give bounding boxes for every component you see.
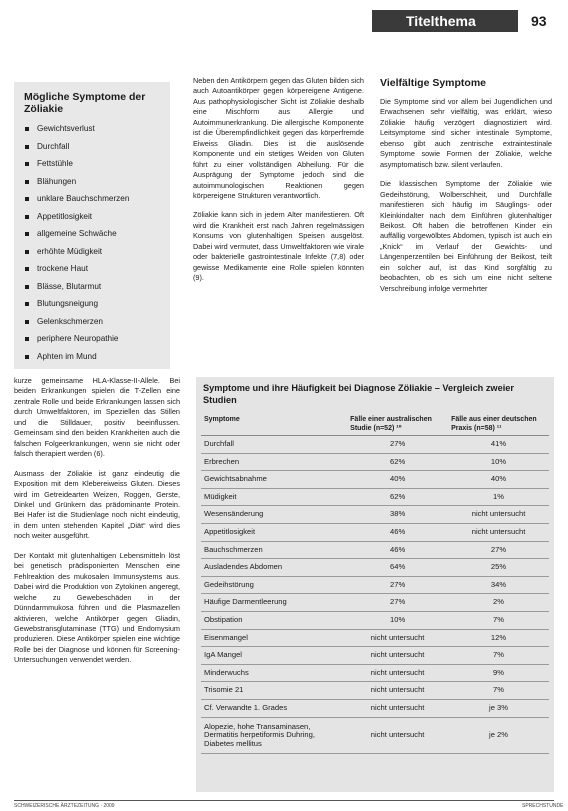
table-title: Symptome und ihre Häufigkeit bei Diagnose Zöliakie – Vergleich zweier Studien — [203, 383, 514, 405]
value-cell: 27% — [448, 541, 549, 559]
paragraph: kurze gemeinsame HLA-Klasse-II-Allele. Bei beiden Erkrankungen spielen die T-Zellen eine zentrale Rolle und beide Erkrankungen lassen sich durch Umweltfaktoren, im Speziellen das Stillen und die Stilldauer, positiv beeinflussen. Gemeinsam sind den beiden Krankheiten auch die falschen Folgeerkrankungen, wenn sie nicht oder falsch therapiert werden (6). — [14, 376, 180, 459]
table-row — [201, 523, 549, 541]
list-item: Fettstühle — [24, 155, 162, 173]
value-cell: 40% — [347, 471, 448, 489]
list-item: erhöhte Müdigkeit — [24, 243, 162, 261]
section-header — [372, 10, 518, 32]
value-cell: nicht untersucht — [448, 523, 549, 541]
value-cell: 40% — [448, 471, 549, 489]
symptom-cell: Trisomie 21 — [201, 682, 347, 700]
symptom-cell: Gewichtsabnahme — [201, 471, 347, 489]
sidebar-title: Mögliche Symptome der Zöliakie — [24, 91, 146, 115]
symptom-cell: Minderwuchs — [201, 664, 347, 682]
value-cell: 7% — [448, 647, 549, 665]
list-item: allgemeine Schwäche — [24, 225, 162, 243]
value-cell: 7% — [448, 682, 549, 700]
value-cell: nicht untersucht — [347, 699, 448, 717]
list-item: unklare Bauchschmerzen — [24, 190, 162, 208]
value-cell: 12% — [448, 629, 549, 647]
list-item: periphere Neuropathie — [24, 330, 162, 348]
symptom-list — [24, 120, 162, 365]
table-row — [201, 541, 549, 559]
value-cell: je 2% — [448, 717, 549, 754]
table-row — [201, 717, 549, 754]
footer-section: SPRECHSTUNDE — [522, 803, 564, 809]
value-cell: 34% — [448, 576, 549, 594]
symptom-cell: Müdigkeit — [201, 488, 347, 506]
list-item: Durchfall — [24, 138, 162, 156]
list-item: Blässe, Blutarmut — [24, 278, 162, 296]
table-row — [201, 611, 549, 629]
value-cell: 2% — [448, 594, 549, 612]
table-row — [201, 647, 549, 665]
paragraph: Die klassischen Symptome der Zöliakie wie Gedeihstörung, Wolberschheit, und Durchfälle manifestieren sich häufig im Säuglings- oder Kleinkindalter nach dem Einführen glutenhaltiger Beikost. Oft haben die betroffenen Kinder ein auffällig vorgewölbtes Abdomen, typisch ist auch ein „Knick“ im Verlauf der Gewichts- und Längenperzentilen bei Einführung der Beikost, teilt ein solcher auf, ist das Kind sorgfältig zu beobachten, ob es sich um eine nicht seltene Verschreibung infolge vermehrter — [380, 179, 552, 293]
value-cell: 27% — [347, 594, 448, 612]
symptom-cell: Eisenmangel — [201, 629, 347, 647]
value-cell: 7% — [448, 611, 549, 629]
list-item: Aphten im Mund — [24, 348, 162, 366]
list-item: Gewichtsverlust — [24, 120, 162, 138]
footer-divider — [14, 800, 554, 801]
value-cell: 10% — [448, 453, 549, 471]
value-cell: nicht untersucht — [347, 664, 448, 682]
symptom-cell: Wesensänderung — [201, 506, 347, 524]
value-cell: nicht untersucht — [347, 717, 448, 754]
value-cell: 64% — [347, 559, 448, 577]
value-cell: 9% — [448, 664, 549, 682]
list-item: trockene Haut — [24, 260, 162, 278]
symptom-frequency-table-box — [196, 377, 554, 792]
table-row — [201, 576, 549, 594]
list-item: Blähungen — [24, 173, 162, 191]
article-column-left — [14, 376, 180, 675]
table-row — [201, 436, 549, 454]
value-cell: nicht untersucht — [448, 506, 549, 524]
table-row — [201, 488, 549, 506]
value-cell: 38% — [347, 506, 448, 524]
value-cell: 27% — [347, 576, 448, 594]
list-item: Appetitlosigkeit — [24, 208, 162, 226]
value-cell: je 3% — [448, 699, 549, 717]
symptom-cell: Erbrechen — [201, 453, 347, 471]
value-cell: nicht untersucht — [347, 647, 448, 665]
paragraph: Neben den Antikörpern gegen das Gluten bilden sich auch Autoantikörper gegen körpereigene Antigene. Aus pathophysiologischer Sicht ist Zöliakie deshalb eine Mischform aus Allergie und Autoimmunerkrankung. Die allergische Komponente ist die Überempfindlichkeit gegen das körperfremde Eiweiss Gliadin. Dies ist die auslösende Komponente und ein stetiges Weiden von Gluten führt zu einer vollständigen Abheilung. Für die Ausprägung der Symptome jedoch sind die autoimmunologischen Reaktionen gegen körpereigene Strukturen verantwortlich. — [193, 76, 364, 200]
value-cell: 46% — [347, 523, 448, 541]
article-column-middle — [193, 76, 364, 293]
paragraph: Die Symptome sind vor allem bei Jugendlichen und Erwachsenen sehr vielfältig, was erklärt, wieso Zöliakie häufig verzögert diagnostiziert wird. Leitsymptome sind sicher intestinale Symptome, ebenso gibt auch zentrische extraintestinale Symptome sowie Formen der Zöliakie, welche asymptomatisch bzw. silent verlaufen. — [380, 97, 552, 169]
symptom-cell: Alopezie, hohe Transaminasen, Dermatitis herpetiformis Duhring, Diabetes mellitus — [201, 717, 347, 754]
symptom-cell: Appetitlosigkeit — [201, 523, 347, 541]
value-cell: 62% — [347, 453, 448, 471]
symptom-cell: Obstipation — [201, 611, 347, 629]
table-row — [201, 664, 549, 682]
article-column-right — [380, 97, 552, 303]
symptom-cell: Durchfall — [201, 436, 347, 454]
value-cell: 1% — [448, 488, 549, 506]
page-number: 93 — [531, 13, 547, 29]
column-header: Fälle einer australischen Studie (n=52) ¹⁰ — [347, 413, 448, 436]
section-title: Titelthema — [406, 13, 476, 29]
paragraph: Der Kontakt mit glutenhaltigen Lebensmitteln löst bei genetisch prädisponierten Menschen eine Fehlreaktion des mukosalen Immunsystems aus. Dabei wird die Produktion von Zytokinen angeregt, welche zu Gewebeschäden in der Dünndarmmukosa führen und die Plasmazellen aktivieren, welche Antikörper gegen Gliadin, Gewebstransglutaminase (TTG) und Endomysium produzieren. Diese Antikörper spielen eine wichtige Rolle bei der Diagnose und können für Screening-Untersuchungen verwendet werden. — [14, 550, 180, 665]
symptom-frequency-table — [201, 413, 549, 754]
symptom-cell: Bauchschmerzen — [201, 541, 347, 559]
value-cell: 62% — [347, 488, 448, 506]
table-row — [201, 629, 549, 647]
paragraph: Zöliakie kann sich in jedem Alter manifestieren. Oft wird die Krankheit erst nach Jahren regelmässigen Konsums von glutenhaltigen Speisen ausgelöst. Dabei wird vermutet, dass Umweltfaktoren wie virale oder bakterielle gastrointestinale Infekte (7,8) oder gewisse Medikamente eine Rolle spielen könnten (9). — [193, 210, 364, 283]
column-header: Fälle aus einer deutschen Praxis (n=58) ¹¹ — [448, 413, 549, 436]
value-cell: nicht untersucht — [347, 682, 448, 700]
value-cell: 41% — [448, 436, 549, 454]
symptom-cell: Ausladendes Abdomen — [201, 559, 347, 577]
value-cell: 10% — [347, 611, 448, 629]
value-cell: 27% — [347, 436, 448, 454]
list-item: Gelenkschmerzen — [24, 313, 162, 331]
symptom-cell: Häufige Darmentleerung — [201, 594, 347, 612]
symptom-cell: Cf. Verwandte 1. Grades — [201, 699, 347, 717]
paragraph: Ausmass der Zöliakie ist ganz eindeutig die Exposition mit dem Klebereiweiss Gluten. Dieses wird im Getreidearten Weizen, Roggen, Gerste, Dinkel und Grünkern das prädominante Protein. Bei Hafer ist die Studienlage noch nicht eindeutig, in dem unten stehenden Kapitel „Diät“ wird dies noch weiter ausgeführt. — [14, 468, 180, 541]
table-row — [201, 471, 549, 489]
value-cell: 46% — [347, 541, 448, 559]
table-row — [201, 699, 549, 717]
table-row — [201, 453, 549, 471]
symptoms-sidebar-box — [14, 82, 170, 369]
list-item: Blutungsneigung — [24, 295, 162, 313]
column-header: Symptome — [201, 413, 347, 436]
symptom-cell: IgA Mangel — [201, 647, 347, 665]
table-row — [201, 682, 549, 700]
table-header-row — [201, 413, 549, 436]
table-row — [201, 594, 549, 612]
footer-publication: SCHWEIZERISCHE ÄRZTEZEITUNG · 2009 — [14, 803, 115, 809]
value-cell: 25% — [448, 559, 549, 577]
symptom-cell: Gedeihstörung — [201, 576, 347, 594]
value-cell: nicht untersucht — [347, 629, 448, 647]
section-heading: Vielfältige Symptome — [380, 77, 487, 89]
table-row — [201, 506, 549, 524]
table-row — [201, 559, 549, 577]
